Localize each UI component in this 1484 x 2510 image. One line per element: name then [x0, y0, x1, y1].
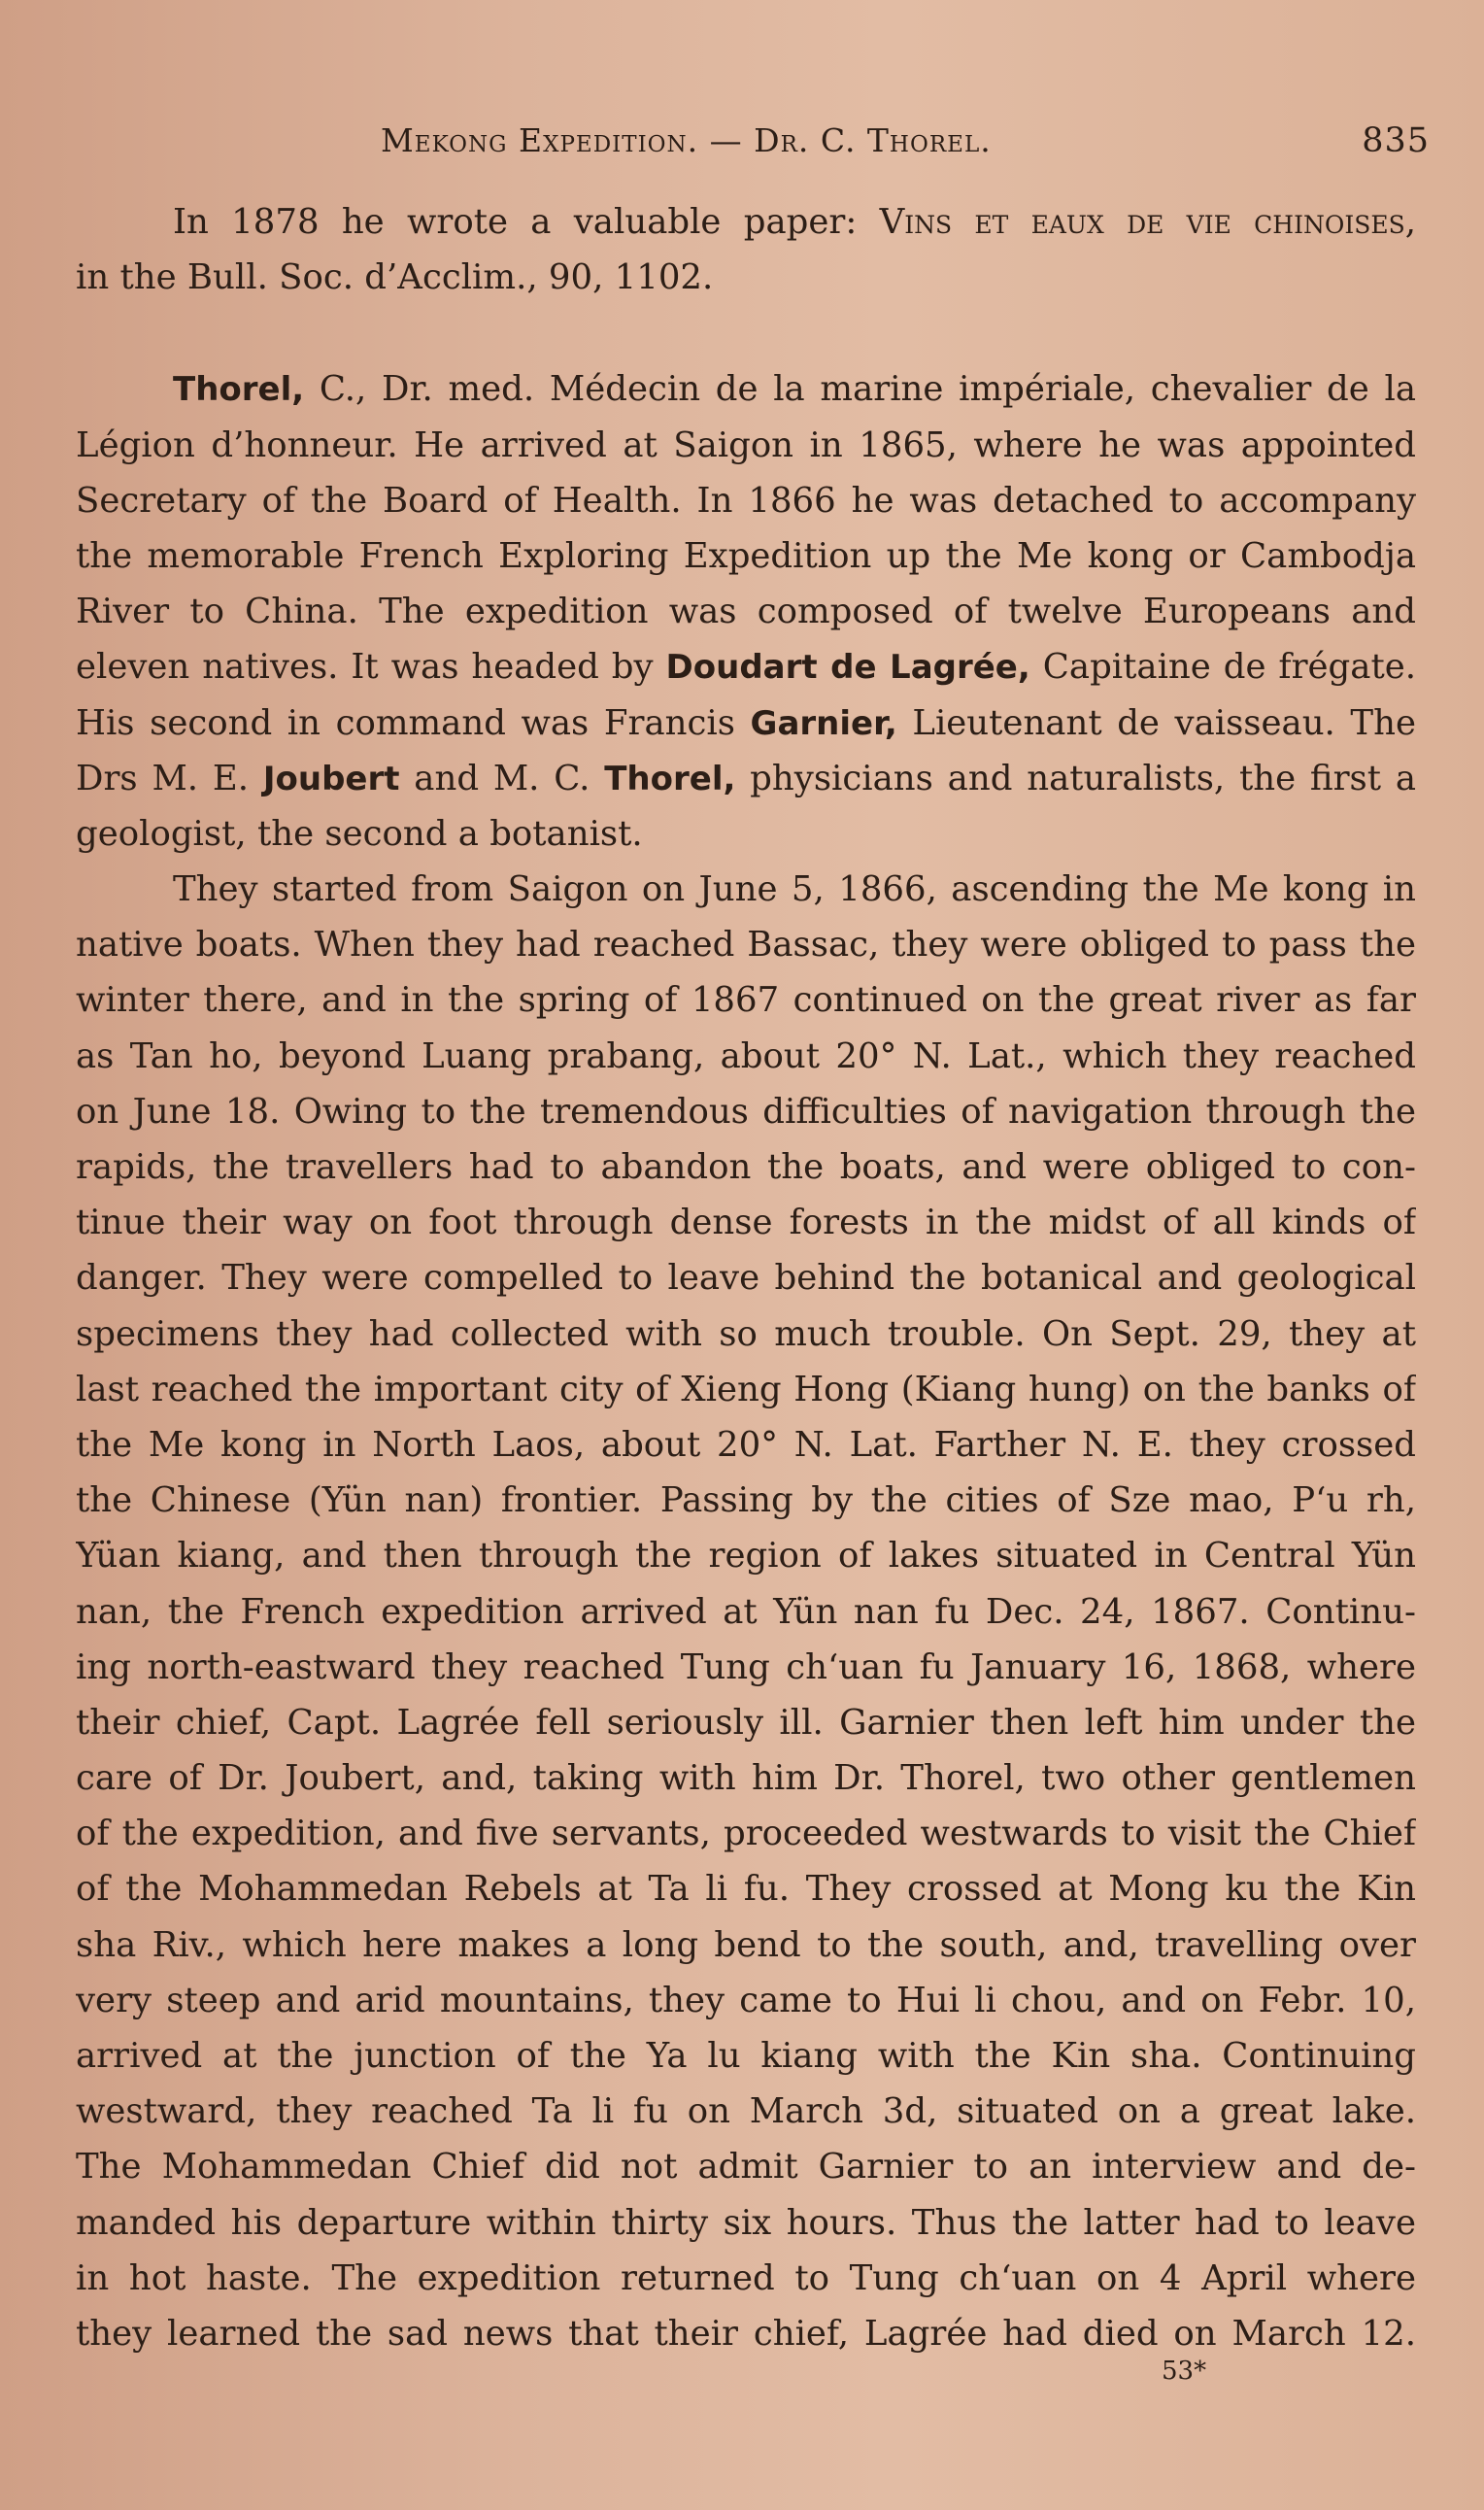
text-line: rapids, the travellers had to abandon the boats, and were obliged to con- [76, 1147, 1416, 1187]
person-name: Joubert [262, 759, 400, 798]
text-run: physicians and naturalists, the first a [735, 758, 1416, 798]
text-line [76, 194, 1416, 250]
text-run: Drs M. E. [76, 758, 263, 798]
paper-title: Vins et eaux de vie chinoises, [879, 202, 1416, 242]
text-line [76, 639, 1416, 695]
text-line [76, 695, 1416, 751]
text-line: tinue their way on foot through dense forests in the midst of all kinds of [76, 1203, 1416, 1243]
text-line: they learned the sad news that their chief, Lagrée had died on March 12. [76, 2313, 1416, 2354]
text-line: arrived at the junction of the Ya lu kiang with the Kin sha. Continuing [76, 2036, 1416, 2076]
text-line: native boats. When they had reached Bassac, they were obliged to pass the [76, 925, 1416, 966]
text-line: care of Dr. Joubert, and, taking with him Dr. Thorel, two other gentlemen [76, 1758, 1416, 1799]
text-run: In 1878 he wrote a valuable paper: [173, 202, 880, 242]
text-line: They started from Saigon on June 5, 1866, ascending the Me kong in [173, 869, 1416, 910]
text-line: on June 18. Owing to the tremendous difficulties of navigation through the [76, 1091, 1416, 1132]
text-line: in the Bull. Soc. d’Acclim., 90, 1102. [76, 257, 714, 298]
paragraph-gap [76, 305, 1416, 361]
text-line: Yüan kiang, and then through the region of lakes situated in Central Yün [76, 1536, 1416, 1577]
text-run: eleven natives. It was headed by [76, 647, 666, 688]
text-line: specimens they had collected with so much trouble. On Sept. 29, they at [76, 1313, 1416, 1354]
person-name: Garnier, [750, 703, 897, 743]
text-line: the Me kong in North Laos, about 20° N. Lat. Farther N. E. they crossed [76, 1424, 1416, 1465]
person-name: Doudart de Lagrée, [665, 648, 1030, 688]
text-line: winter there, and in the spring of 1867 continued on the great river as far [76, 980, 1416, 1021]
text-line: Secretary of the Board of Health. In 1866 he was detached to accompany [76, 480, 1416, 521]
text-line [76, 361, 1416, 417]
paragraph-expedition [76, 862, 1416, 2361]
text-run: Capitaine de frégate. [1029, 647, 1416, 688]
text-line [76, 751, 1416, 806]
page-number: 835 [1362, 121, 1430, 160]
text-run: C., Dr. med. Médecin de la marine impériale, chevalier de la [304, 369, 1416, 410]
text-line: the Chinese (Yün nan) frontier. Passing by the cities of Sze mao, P‘u rh, [76, 1480, 1416, 1521]
text-line: in hot haste. The expedition returned to Tung ch‘uan on 4 April where [76, 2257, 1416, 2298]
text-line: danger. They were compelled to leave behind the botanical and geological [76, 1258, 1416, 1299]
entry-name: Thorel, [173, 370, 305, 410]
text-line: as Tan ho, beyond Luang prabang, about 20° N. Lat., which they reached [76, 1035, 1416, 1076]
text-line: sha Riv., which here makes a long bend to the south, and, travelling over [76, 1924, 1416, 1965]
person-name: Thorel, [604, 759, 736, 798]
text-line: their chief, Capt. Lagrée fell seriously ill. Garnier then left him under the [76, 1702, 1416, 1743]
paragraph-thorel-entry [76, 361, 1416, 862]
running-title: Mekong Expedition. — Dr. C. Thorel. [381, 121, 992, 159]
text-run: Lieutenant de vaisseau. The [896, 702, 1416, 743]
text-line: the memorable French Exploring Expedition up the Me kong or Cambodja [76, 535, 1416, 576]
paragraph-vins [76, 194, 1416, 305]
text-line: nan, the French expedition arrived at Yün nan fu Dec. 24, 1867. Continu- [76, 1591, 1416, 1632]
text-line: ing north-eastward they reached Tung ch‘uan fu January 16, 1868, where [76, 1646, 1416, 1687]
text-line: of the expedition, and five servants, proceeded westwards to visit the Chief [76, 1814, 1416, 1854]
text-run: His second in command was Francis [76, 702, 751, 743]
text-line: westward, they reached Ta li fu on March 3d, situated on a great lake. [76, 2091, 1416, 2132]
text-line: last reached the important city of Xieng Hong (Kiang hung) on the banks of [76, 1369, 1416, 1409]
text-run: and M. C. [399, 758, 605, 798]
text-line: manded his departure within thirty six hours. Thus the latter had to leave [76, 2202, 1416, 2243]
text-line: very steep and arid mountains, they came to Hui li chou, and on Febr. 10, [76, 1980, 1416, 2020]
body-text [76, 194, 1416, 2361]
text-line: of the Mohammedan Rebels at Ta li fu. They crossed at Mong ku the Kin [76, 1869, 1416, 1910]
text-line: River to China. The expedition was composed of twelve Europeans and [76, 592, 1416, 632]
text-line: geologist, the second a botanist. [76, 813, 643, 854]
text-line: The Mohammedan Chief did not admit Garnier to an interview and de- [76, 2147, 1416, 2188]
running-head [381, 121, 1430, 170]
signature-mark: 53* [1162, 2357, 1207, 2386]
text-line: Légion d’honneur. He arrived at Saigon in 1865, where he was appointed [76, 424, 1416, 465]
